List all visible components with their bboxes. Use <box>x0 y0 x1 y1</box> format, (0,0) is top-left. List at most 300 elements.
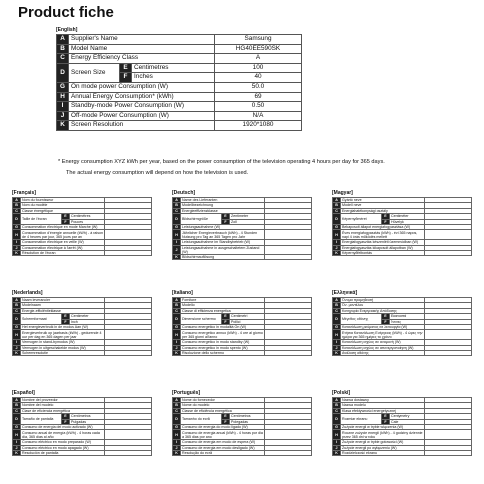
screen-size-label: Bildschirmgröße <box>181 214 222 225</box>
row-letter: D <box>13 314 21 325</box>
row-letter: D <box>13 214 21 225</box>
row-letter: H <box>333 330 341 340</box>
row-label: Consumo energetico in modo standby (W) <box>181 340 265 345</box>
row-label: Clase de eficiencia energética <box>21 408 105 413</box>
row-letter: F <box>382 419 390 424</box>
row-label: Consumo de energia em modo desligado (W) <box>181 445 265 450</box>
row-label: Consumo energetico in modalità On (W) <box>181 324 265 329</box>
row-letter: G <box>13 324 21 329</box>
row-label: Consommation d'énergie annuelle (kWh) - à raison de 4 heures par jour, 365 jours par an <box>22 230 103 239</box>
row-letter: B <box>57 44 69 54</box>
row-letter: E <box>222 214 230 219</box>
table-row <box>57 111 302 121</box>
row-label: Bekapcsolt állapot energiafogyasztása (W) <box>341 224 425 229</box>
cm-label: Centimetres <box>132 63 215 73</box>
lang-label: [Polski] <box>332 390 351 396</box>
row-label: Standby-mode Power Consumption (W) <box>69 102 215 112</box>
row-letter: F <box>382 319 390 324</box>
row-letter: D <box>13 414 21 425</box>
row-letter: A <box>333 398 341 403</box>
row-letter: I <box>173 240 181 245</box>
row-letter: J <box>333 245 341 250</box>
row-label: Nombre del proveedor <box>21 398 105 403</box>
row-label: Consommation électrique en mode Marche (W) <box>21 224 105 229</box>
row-value <box>425 250 472 255</box>
screen-size-label: Képernyőméret <box>341 214 382 225</box>
lang-fiche-hu <box>332 190 472 256</box>
row-label: Consumo energetico in modo spento (W) <box>181 345 265 350</box>
row-letter: A <box>173 398 181 403</box>
row-label: Κατανάλωση ισχύος σε αναμονή (W) <box>341 340 425 345</box>
row-value <box>265 245 312 254</box>
row-label: Nome do fornecedor <box>181 398 265 403</box>
row-label: Classe énergétique <box>21 208 105 213</box>
lang-table <box>12 397 152 456</box>
row-label: Nome do modelo <box>181 403 265 408</box>
row-letter: H <box>333 230 341 240</box>
row-letter: D <box>333 214 341 225</box>
row-value <box>425 350 472 355</box>
row-letter: B <box>173 203 181 208</box>
row-letter: F <box>120 73 132 83</box>
row-value: 1920*1080 <box>215 121 302 131</box>
row-label: Off-mode Power Consumption (W) <box>69 111 215 121</box>
lang-table <box>332 397 472 456</box>
row-label: Nombre del modelo <box>21 403 105 408</box>
row-value <box>105 350 152 355</box>
sub-label: Inch <box>70 319 105 324</box>
row-letter: D <box>333 314 341 325</box>
row-letter: D <box>173 214 181 225</box>
row-letter: K <box>57 121 69 131</box>
lang-label: [Magyar] <box>332 190 353 196</box>
sub-label: Centimeter <box>70 314 105 319</box>
row-value <box>105 250 152 255</box>
lang-fiche-pt <box>172 390 312 456</box>
row-label: Het energieverbruik in de modus Aan (W) <box>21 324 105 329</box>
row-letter: F <box>222 319 230 324</box>
lang-table <box>332 297 472 356</box>
row-value: Samsung <box>215 35 302 45</box>
row-letter: G <box>333 324 341 329</box>
row-label: Ετήσια Κατανάλωση Ενέργειας (kWh) - 4 ώρες την ημέρα για 365 ημέρες το χρόνο <box>341 330 425 340</box>
row-label: Classe di efficienza energetica <box>181 308 265 313</box>
row-letter: H <box>57 92 69 102</box>
row-label: Energieverbruik op jaarbasis (kWh) - gedurende 4 uur per dag en 365 dagen per jaar <box>21 330 105 340</box>
screen-size-label: Rozmiar ekranu <box>341 414 382 425</box>
row-letter: G <box>57 82 69 92</box>
row-letter: A <box>333 198 341 203</box>
row-label: Fornitore <box>181 298 265 303</box>
row-letter: K <box>173 350 181 355</box>
lang-table <box>12 297 152 356</box>
screen-size-label: Taille de l'écran <box>21 214 62 225</box>
row-letter: I <box>333 440 341 445</box>
sub-label: Pulgadas <box>70 419 105 424</box>
row-label: Κατηγορία Ενεργειακής Απόδοσης <box>341 308 425 313</box>
lang-label: [Nederlands] <box>12 290 43 296</box>
table-row <box>57 82 302 92</box>
row-label: Energiahatékonysági osztály <box>341 208 425 213</box>
row-value <box>105 450 152 455</box>
row-letter: B <box>13 203 21 208</box>
lang-fiche-nl <box>12 290 152 356</box>
row-letter: C <box>333 208 341 213</box>
table-row <box>173 430 312 440</box>
row-letter: C <box>173 308 181 313</box>
row-letter: A <box>173 198 181 203</box>
row-letter: J <box>57 111 69 121</box>
row-letter: K <box>13 250 21 255</box>
row-label: Name des Lieferanten <box>181 198 265 203</box>
lang-table <box>172 397 312 456</box>
row-letter: C <box>333 408 341 413</box>
row-letter: B <box>13 303 21 308</box>
row-letter: F <box>62 419 70 424</box>
row-letter: K <box>173 450 181 455</box>
row-label: Modelnaam <box>21 303 105 308</box>
row-label: Résolution de l'écran <box>21 250 105 255</box>
row-letter: K <box>13 450 21 455</box>
row-letter: B <box>333 403 341 408</box>
screen-size-label: Screen Size <box>69 63 120 82</box>
row-letter: A <box>57 35 69 45</box>
table-row <box>13 230 152 240</box>
row-letter: I <box>173 440 181 445</box>
row-letter: I <box>13 440 21 445</box>
table-row <box>333 350 472 355</box>
row-letter: K <box>13 350 21 355</box>
sub-label: Zoll <box>230 219 265 224</box>
english-lang-label: [English] <box>56 27 78 33</box>
row-label: Energie-efficiëntieklasse <box>21 308 105 313</box>
row-letter: H <box>13 330 21 340</box>
row-label: Energy Efficiency Class <box>69 54 215 64</box>
inch-value: 40 <box>215 73 302 83</box>
table-row <box>13 430 152 440</box>
row-letter: F <box>222 219 230 224</box>
row-letter: A <box>333 298 341 303</box>
row-letter: K <box>333 350 341 355</box>
sub-label: Centimètres <box>70 214 105 219</box>
row-letter: I <box>13 340 21 345</box>
row-letter: E <box>382 214 390 219</box>
row-letter: G <box>173 424 181 429</box>
row-letter: I <box>13 240 21 245</box>
row-letter: I <box>333 240 341 245</box>
row-label: Κατανάλωση ρεύματος σε λειτουργία (W) <box>341 324 425 329</box>
sub-label: Centimetri <box>230 314 265 319</box>
row-label: Classe de eficiência energética <box>181 408 265 413</box>
cm-value: 100 <box>215 63 302 73</box>
row-label: Consumo energetico annuo (kWh) - 4 ore al giorno per 365 giorni all'anno <box>182 330 263 339</box>
lang-label: [Deutsch] <box>172 190 196 196</box>
row-label: Zużycie energii w trybie włączenia (W) <box>341 424 425 429</box>
row-label: Zużycie energii po wyłączeniu (W) <box>341 445 425 450</box>
table-row <box>57 63 302 73</box>
lang-label: [Español] <box>12 390 35 396</box>
row-label: Modellbezeichnung <box>181 203 265 208</box>
row-letter: J <box>13 345 21 350</box>
table-row <box>333 430 472 440</box>
row-letter: J <box>333 345 341 350</box>
row-label: Energiafogyasztás készenléti üzemmódban (W) <box>341 240 425 245</box>
row-letter: B <box>173 303 181 308</box>
lang-fiche-pl <box>332 390 472 456</box>
sub-label: Centímetros <box>70 414 105 419</box>
row-letter: A <box>13 398 21 403</box>
row-letter: K <box>173 254 181 259</box>
row-label: Leistungsaufnahme im Standbybetrieb (W) <box>181 240 265 245</box>
inch-label: Inches <box>132 73 215 83</box>
table-row <box>173 230 312 240</box>
lang-fiche-de <box>172 190 312 260</box>
row-letter: H <box>13 230 21 240</box>
row-letter: J <box>333 445 341 450</box>
row-letter: C <box>13 308 21 313</box>
row-label: Consumo de energia do modo ligado (W) <box>181 424 265 429</box>
lang-fiche-es <box>12 390 152 456</box>
row-letter: I <box>173 340 181 345</box>
row-label: Leistungsaufnahme (W) <box>181 224 265 229</box>
table-row <box>333 230 472 240</box>
lang-label: [Ελληνικά] <box>332 290 358 296</box>
footnote: * Energy consumption XYZ kWh per year, based on the power consumption of the television operating 4 hours per day for 365 days. <box>58 159 385 165</box>
table-row <box>173 245 312 254</box>
table-row <box>57 54 302 64</box>
screen-size-label: Μέγεθος οθόνης <box>341 314 382 325</box>
row-letter: E <box>382 314 390 319</box>
row-letter: J <box>13 445 21 450</box>
row-value <box>425 450 472 455</box>
row-label: Éves energiafogyasztás (kWh) - évi 365 napos, napi 4 órás működés mellett <box>341 230 425 240</box>
row-value <box>265 254 312 259</box>
row-value: A <box>215 54 302 64</box>
row-letter: H <box>13 430 21 440</box>
sub-label: Zentimeter <box>230 214 265 219</box>
row-letter: E <box>120 63 132 73</box>
row-label: Resolução do ecrã <box>181 450 265 455</box>
row-letter: F <box>222 419 230 424</box>
row-letter: D <box>333 414 341 425</box>
row-letter: J <box>13 245 21 250</box>
row-letter: J <box>173 345 181 350</box>
row-label: Energiafogyasztás kikapcsolt állapotban (W) <box>341 245 425 250</box>
row-label: Vermogen in stand-bymodus (W) <box>21 340 105 345</box>
row-letter: A <box>13 198 21 203</box>
row-letter: G <box>333 224 341 229</box>
table-row <box>57 44 302 54</box>
english-table <box>56 34 302 131</box>
table-row <box>173 254 312 259</box>
table-row <box>13 350 152 355</box>
row-label: Modello <box>181 303 265 308</box>
lang-fiche-it <box>172 290 312 356</box>
row-letter: J <box>173 245 181 254</box>
row-label: Naam leverancier <box>21 298 105 303</box>
screen-size-label: Dimensione schermo <box>181 314 222 325</box>
row-label: Leistungsaufnahme in ausgeschaltetem Zustand (W) <box>181 245 265 254</box>
row-label: Képernyőfelbontás <box>341 250 425 255</box>
row-value: N/A <box>215 111 302 121</box>
row-label: Annual Energy Consumption* (kWh) <box>69 92 215 102</box>
lang-table <box>172 197 312 260</box>
screen-size-label: Tamanho do ecrã <box>181 414 222 425</box>
row-letter: I <box>333 340 341 345</box>
row-letter: F <box>62 219 70 224</box>
row-value <box>265 430 312 440</box>
english-fiche <box>56 27 302 131</box>
row-label: Όνομα προμηθευτή <box>341 298 425 303</box>
row-label: Schermresolutie <box>21 350 105 355</box>
row-label: Consumo anual de energía (kWh) - 4 horas cada día, 365 días al año <box>21 430 105 440</box>
table-row <box>333 330 472 340</box>
row-label: Nazwa modelu <box>341 403 425 408</box>
table-row <box>13 250 152 255</box>
row-letter: G <box>13 224 21 229</box>
row-value: 0.50 <box>215 102 302 112</box>
row-letter: G <box>173 224 181 229</box>
row-value <box>265 450 312 455</box>
table-row <box>57 92 302 102</box>
lang-table <box>12 197 152 256</box>
row-letter: D <box>57 63 69 82</box>
row-letter: E <box>222 414 230 419</box>
row-value <box>265 230 312 240</box>
screen-size-label: Schermformaat <box>21 314 62 325</box>
row-letter: B <box>173 403 181 408</box>
table-row <box>57 35 302 45</box>
sub-label: Ίντσες <box>390 319 425 324</box>
sub-label: Pouces <box>70 219 105 224</box>
row-letter: J <box>173 445 181 450</box>
page-title: Product fiche <box>18 4 114 21</box>
row-letter: C <box>57 54 69 64</box>
row-letter: H <box>173 430 181 440</box>
row-letter: A <box>13 298 21 303</box>
sub-label: Cale <box>390 419 425 424</box>
row-letter: E <box>62 314 70 319</box>
row-letter: G <box>173 324 181 329</box>
row-label: Energieeffizienzklasse <box>181 208 265 213</box>
lang-label: [Português] <box>172 390 201 396</box>
sub-label: Pollici <box>230 319 265 324</box>
lang-fiche-el <box>332 290 472 356</box>
row-letter: C <box>13 208 21 213</box>
row-label: Consommation électrique à l'arrêt (W) <box>21 245 105 250</box>
table-row <box>173 450 312 455</box>
row-letter: E <box>382 414 390 419</box>
row-label: Consumo eléctrico en modo preparado (W) <box>21 440 105 445</box>
row-letter: B <box>333 303 341 308</box>
row-label: Screen Resolution <box>69 121 215 131</box>
row-value <box>425 230 472 240</box>
lang-label: [Italiano] <box>172 290 193 296</box>
row-label: Ανάλυση οθόνης <box>341 350 425 355</box>
row-value <box>425 430 472 440</box>
sub-label: Polegadas <box>230 419 265 424</box>
row-letter: E <box>222 314 230 319</box>
row-label: Consumo de energía del modo activado (W) <box>21 424 105 429</box>
row-letter: C <box>173 408 181 413</box>
row-letter: B <box>13 403 21 408</box>
row-letter: H <box>173 330 181 340</box>
row-letter: K <box>333 450 341 455</box>
row-letter: H <box>173 230 181 240</box>
row-letter: C <box>173 208 181 213</box>
table-row <box>173 350 312 355</box>
row-value <box>105 230 152 240</box>
sub-label: Centímetros <box>230 414 265 419</box>
table-row <box>333 250 472 255</box>
sub-label: Εκατοστά <box>390 314 425 319</box>
sub-label: Centiméter <box>390 214 425 219</box>
row-label: Nazwa dostawcy <box>341 398 425 403</box>
row-label: Rozdzielczość ekranu <box>341 450 425 455</box>
row-value: 69 <box>215 92 302 102</box>
row-label: Supplier's Name <box>69 35 215 45</box>
table-row <box>173 330 312 340</box>
lang-table <box>332 197 472 256</box>
row-label: Zużycie energii w trybie gotowości (W) <box>341 440 425 445</box>
row-letter: E <box>62 414 70 419</box>
row-letter: G <box>333 424 341 429</box>
row-label: Consumo de energia em modo de espera (W) <box>181 440 265 445</box>
row-label: Risoluzione dello schermo <box>181 350 265 355</box>
row-label: Nom du modèle <box>21 203 105 208</box>
row-label: On mode power Consumption (W) <box>69 82 215 92</box>
row-label: Bildschirmauflösung <box>181 254 265 259</box>
table-row <box>333 450 472 455</box>
table-row <box>57 121 302 131</box>
lang-fiche-fr <box>12 190 152 256</box>
row-value <box>105 430 152 440</box>
row-letter: G <box>13 424 21 429</box>
sub-label: Hüvelyk <box>390 219 425 224</box>
row-letter: E <box>62 214 70 219</box>
row-label: Nom du fournisseur <box>21 198 105 203</box>
row-value <box>265 330 312 340</box>
screen-size-label: Tamaño de pantalla <box>21 414 62 425</box>
row-label: Roczne zużycie energii (kWh) - 4 godziny dziennie przez 365 dni w roku <box>342 430 423 439</box>
row-value: HG40EE590SK <box>215 44 302 54</box>
row-label: Resolución de pantalla <box>21 450 105 455</box>
row-letter: F <box>62 319 70 324</box>
row-letter: A <box>173 298 181 303</box>
row-letter: D <box>173 314 181 325</box>
row-letter: H <box>333 430 341 440</box>
row-label: Όν. μοντέλου <box>341 303 425 308</box>
row-label: Consommation électrique en veille (W) <box>21 240 105 245</box>
row-letter: I <box>57 102 69 112</box>
row-letter: B <box>333 203 341 208</box>
table-row <box>57 102 302 112</box>
row-letter: C <box>13 408 21 413</box>
row-letter: K <box>333 250 341 255</box>
row-letter: F <box>382 219 390 224</box>
row-letter: D <box>173 414 181 425</box>
sub-label: Centymetry <box>390 414 425 419</box>
lang-table <box>172 297 312 356</box>
row-value: 50.0 <box>215 82 302 92</box>
row-label: Gyártó neve <box>341 198 425 203</box>
row-label: Consumo eléctrico en modo apagado (W) <box>21 445 105 450</box>
row-value <box>425 330 472 340</box>
row-letter: C <box>333 308 341 313</box>
row-value <box>265 350 312 355</box>
table-row <box>13 330 152 340</box>
table-row <box>13 450 152 455</box>
